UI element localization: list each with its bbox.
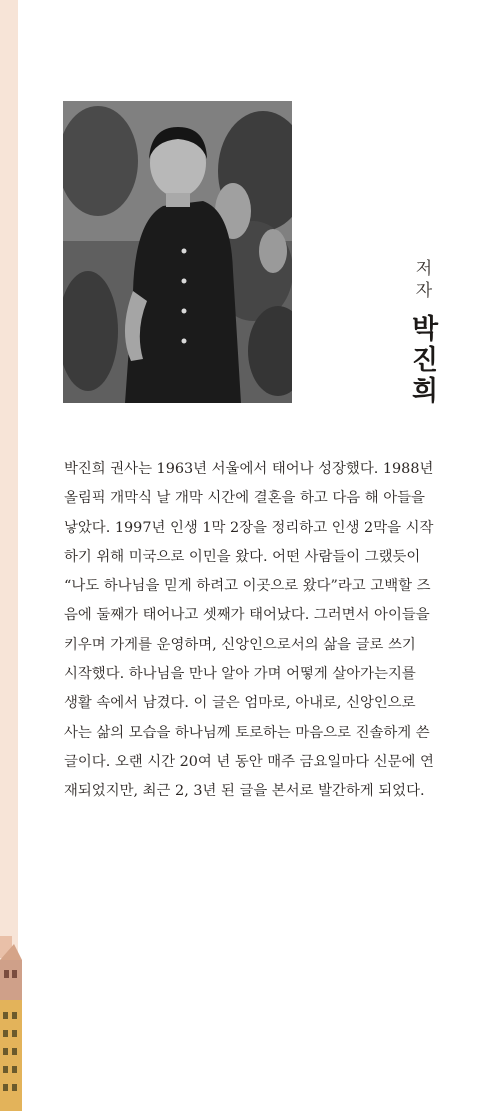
bio-line: “나도 하나님을 믿게 하려고 이곳으로 왔다”라고 고백할 즈	[64, 578, 431, 595]
bio-line: 음에 둘째가 태어나고 셋째가 태어났다. 그러면서 아이들을	[64, 607, 430, 624]
bio-line: 재되었지만, 최근 2, 3년 된 글을 본서로 발간하게 되었다.	[64, 783, 425, 800]
author-label: 저자	[415, 259, 433, 301]
bio-line: 낳았다. 1997년 인생 1막 2장을 정리하고 인생 2막을 시작	[64, 519, 434, 536]
author-biography	[64, 455, 438, 807]
bio-line: 시작했다. 하나님을 만나 알아 가며 어떻게 살아가는지를	[64, 666, 416, 683]
bio-line: 생활 속에서 남겼다. 이 글은 엄마로, 아내로, 신앙인으로	[64, 695, 416, 712]
bio-line: 글이다. 오랜 시간 20여 년 동안 매주 금요일마다 신문에 연	[64, 753, 434, 770]
bio-line: 박진희 권사는 1963년 서울에서 태어나 성장했다. 1988년	[64, 461, 434, 477]
author-name: 박진희	[411, 314, 439, 407]
bio-line: 올림픽 개막식 날 개막 시간에 결혼을 하고 다음 해 아들을	[64, 490, 425, 507]
bio-line: 키우며 가게를 운영하며, 신앙인으로서의 삶을 글로 쓰기	[64, 636, 416, 653]
building-illustration	[0, 930, 22, 1111]
bio-line: 사는 삶의 모습을 하나님께 토로하는 마음으로 진솔하게 쓴	[64, 724, 430, 741]
bio-line: 하기 위해 미국으로 이민을 왔다. 어떤 사람들이 그랬듯이	[64, 548, 421, 565]
author-photo	[63, 101, 292, 403]
